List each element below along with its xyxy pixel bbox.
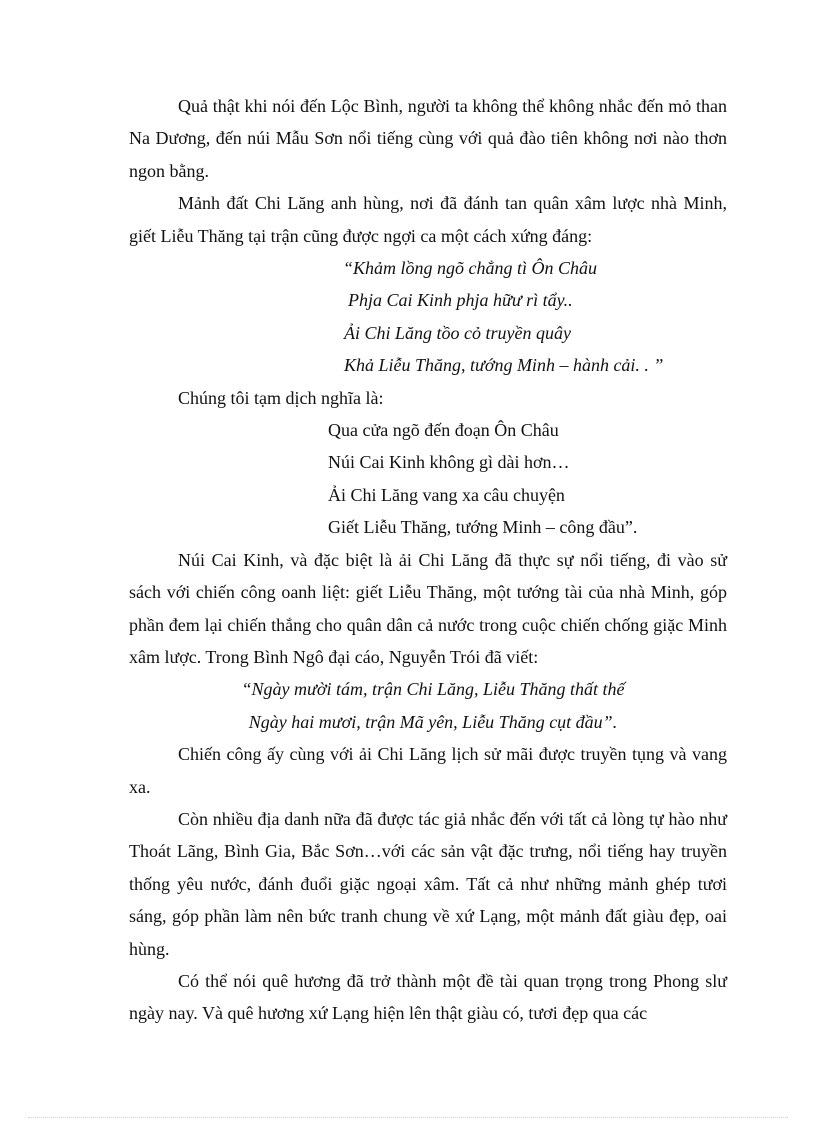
translation-line: Ải Chi Lăng vang xa câu chuyện: [328, 484, 565, 505]
paragraph-cai-kinh: Núi Cai Kinh, và đặc biệt là ải Chi Lăng đã thực sự nổi tiếng, đi vào sử sách với chiến công oanh liệt: giết Liễu Thăng, một tướng tài của nhà Minh, góp phần đem lại chiến thắng cho quân dân cả nước trong cuộc chiến chống giặc Minh xâm lược. Trong Bình Ngô đại cáo, Nguyễn Trói đã viết:: [129, 549, 727, 667]
verse-line: “Khảm lồng ngõ chẳng tì Ôn Châu: [343, 258, 598, 279]
paragraph-dia-danh: Còn nhiều địa danh nữa đã được tác giả nhắc đến với tất cả lòng tự hào như Thoát Lãng, Bình Gia, Bắc Sơn…với các sản vật đặc trưng, nổi tiếng hay truyền thống yêu nước, đánh đuổi giặc ngoại xâm. Tất cả như những mảnh ghép tươi sáng, góp phần làm nên bức tranh chung về xứ Lạng, một mảnh đất giàu đẹp, oai hùng.: [129, 808, 727, 959]
paragraph-translation-intro: Chúng tôi tạm dịch nghĩa là:: [178, 387, 384, 408]
verse-line: Ải Chi Lăng tồo cỏ truyền quây: [344, 322, 571, 343]
paragraph-chien-cong: Chiến công ấy cùng với ải Chi Lăng lịch sử mãi được truyền tụng và vang xa.: [129, 744, 727, 797]
page-bottom-divider: [28, 1117, 788, 1118]
verse-translation: [129, 414, 727, 544]
verse-line: Phja Cai Kinh phja hữư rì tẩy..: [348, 290, 573, 311]
quote-binh-ngo-dai-cao: [129, 673, 727, 738]
quote-line: “Ngày mười tám, trận Chi Lăng, Liễu Thăng thất thế: [241, 679, 625, 700]
translation-line: Qua cửa ngõ đến đoạn Ôn Châu: [328, 420, 559, 441]
verse-tay-original: [129, 252, 727, 382]
quote-line: Ngày hai mươi, trận Mã yên, Liễu Thăng cụt đầu”.: [248, 711, 618, 732]
verse-line: Khả Liễu Thăng, tướng Minh – hành cải. . ”: [344, 355, 664, 376]
translation-line: Núi Cai Kinh không gì dài hơn…: [328, 452, 570, 473]
paragraph-loc-binh: Quả thật khi nói đến Lộc Bình, người ta không thể không nhắc đến mỏ than Na Dương, đến núi Mẫu Sơn nổi tiếng cùng với quả đào tiên không nơi nào thơn ngon bằng.: [129, 96, 727, 181]
paragraph-que-huong: Có thể nói quê hương đã trở thành một đề tài quan trọng trong Phong slư ngày nay. Và quê hương xứ Lạng hiện lên thật giàu có, tươi đẹp qua các: [129, 970, 727, 1024]
paragraph-chi-lang: Mảnh đất Chi Lăng anh hùng, nơi đã đánh tan quân xâm lược nhà Minh, giết Liễu Thăng tại trận cũng được ngợi ca một cách xứng đáng:: [129, 193, 727, 246]
translation-line: Giết Liễu Thăng, tướng Minh – công đầu”.: [328, 517, 638, 538]
document-body: [129, 90, 727, 1030]
